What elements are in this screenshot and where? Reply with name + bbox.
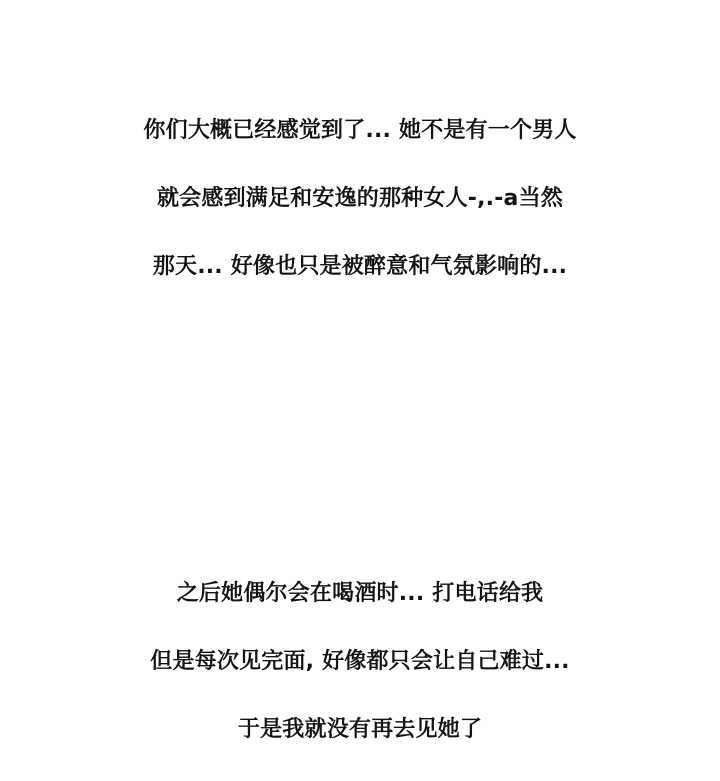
narration-bottom-line-3: 于是我就没有再去见她了	[237, 717, 483, 742]
narration-top-line-2: 就会感到满足和安逸的那种女人-,.-a当然	[156, 186, 564, 211]
narration-bottom	[0, 543, 720, 781]
narration-bottom-line-2: 但是每次见完面, 好像都只会让自己难过...	[150, 649, 570, 674]
narration-top-line-3: 那天... 好像也只是被醉意和气氛影响的...	[152, 254, 568, 279]
narration-bottom-line-1: 之后她偶尔会在喝酒时... 打电话给我	[176, 581, 544, 606]
narration-top	[0, 80, 720, 318]
narration-top-line-1: 你们大概已经感觉到了... 她不是有一个男人	[143, 118, 577, 143]
